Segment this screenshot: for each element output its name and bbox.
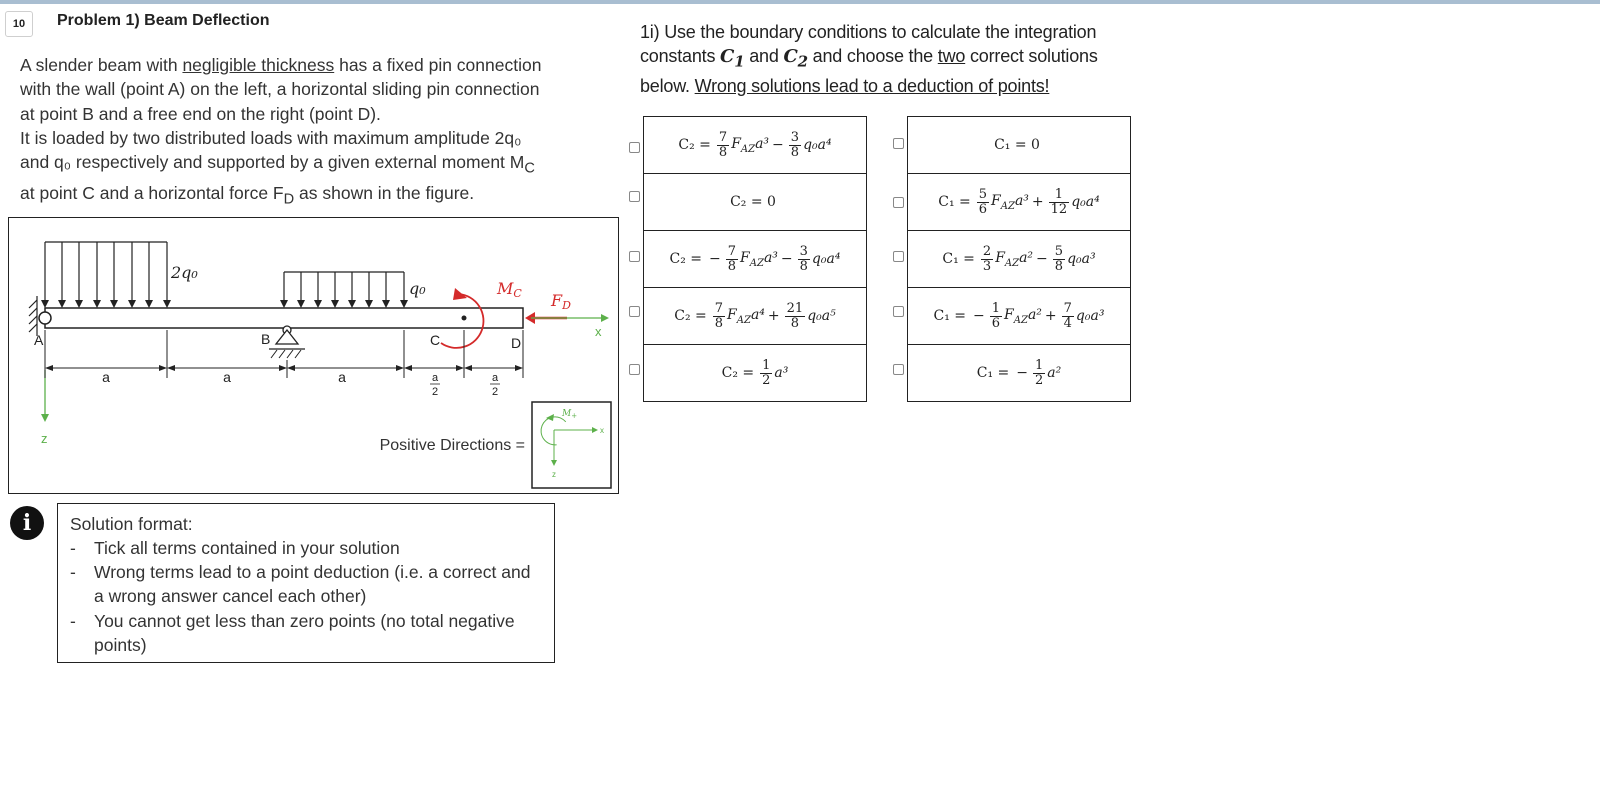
point-a-label: A (34, 332, 44, 348)
formula-term (769, 131, 832, 160)
term-sign: − (772, 137, 784, 153)
c2-option (644, 288, 866, 345)
checkbox-c2-5[interactable] (629, 364, 640, 375)
fraction-denominator: 12 (1050, 201, 1068, 217)
intro-text: It is loaded by two distributed loads with maximum amplitude 2q₀ (20, 127, 522, 148)
c1-option (908, 231, 1130, 288)
dim-half-num-2: a (491, 372, 499, 384)
term-body (740, 250, 778, 269)
intro-text: has a fixed pin connection (334, 55, 542, 75)
intro-subscript: D (283, 191, 295, 208)
solution-format-item: - Wrong terms lead to a point deduction (i.e. a correct and a wrong answer cancel each other) (70, 560, 540, 608)
term-symbol: F (731, 135, 741, 152)
formula-term (1042, 302, 1105, 331)
term-symbol: F (1004, 306, 1014, 323)
question-two-emphasis: two (937, 46, 966, 67)
term-subscript: AZ (736, 314, 751, 326)
checkbox-c1-5[interactable] (893, 364, 904, 375)
term-sign: − (709, 251, 721, 267)
force-label: FD (551, 291, 571, 312)
formula-lhs: C₂ = (669, 251, 703, 267)
fraction-numerator: 21 (786, 300, 804, 316)
question-line: and (744, 46, 784, 67)
term-symbol: q₀a⁵ (807, 308, 836, 324)
positive-directions-label: Positive Directions = (379, 437, 525, 454)
term-sign: − (1036, 251, 1048, 267)
fraction-denominator: 3 (982, 258, 992, 274)
load-left-label: 2q₀ (171, 263, 198, 282)
checkbox-c2-2[interactable] (629, 191, 640, 202)
term-body (1076, 308, 1105, 324)
formula-term (715, 131, 769, 160)
term-body (807, 308, 836, 324)
c1-option (908, 345, 1130, 401)
fraction (981, 245, 993, 274)
question-line: and choose the (807, 46, 938, 67)
formula-term (765, 302, 836, 331)
solution-format-item: - You cannot get less than zero points (no total negative points) (70, 609, 540, 657)
term-body (1071, 194, 1100, 210)
problem-description (20, 53, 620, 212)
fraction (760, 359, 772, 388)
load-arrowheads-right (280, 300, 408, 308)
formula-lhs: C₂ = 0 (730, 194, 776, 210)
fraction (713, 302, 725, 331)
term-body (991, 193, 1029, 212)
top-bar (0, 0, 1600, 4)
point-c-marker (462, 316, 467, 321)
z-axis-arrowhead (41, 414, 49, 422)
dim-a-2: a (223, 369, 231, 385)
checkbox-c1-2[interactable] (893, 197, 904, 208)
term-symbol: a² (1047, 365, 1062, 381)
intro-text: with the wall (point A) on the left, a horizontal sliding pin connection (20, 79, 540, 100)
formula-lhs: C₁ = (942, 251, 975, 267)
fraction-numerator: 7 (727, 243, 737, 259)
term-power: a² (1027, 306, 1042, 323)
formula-term (1029, 188, 1100, 217)
term-subscript: AZ (740, 143, 756, 155)
term-body (774, 365, 788, 381)
fraction-numerator: 3 (790, 129, 800, 145)
fraction (1053, 245, 1065, 274)
fraction-denominator: 8 (727, 258, 737, 274)
formula-term (706, 245, 778, 274)
term-body (1047, 365, 1061, 381)
legend-x-label: x (600, 426, 604, 435)
fraction-numerator: 2 (982, 243, 992, 259)
formula-lhs: C₁ = (933, 308, 967, 324)
term-symbol: q₀a³ (1067, 251, 1096, 267)
fraction-numerator: 7 (1063, 300, 1072, 316)
term-symbol: q₀a⁴ (811, 251, 841, 267)
solution-format-box (57, 503, 555, 663)
term-sign: + (767, 308, 780, 324)
question-number: 10 (5, 11, 33, 37)
formula-lhs: C₂ = (721, 365, 755, 381)
term-sign: + (1044, 308, 1057, 324)
term-body (731, 136, 769, 155)
checkbox-c2-1[interactable] (629, 142, 640, 153)
point-d-label: D (511, 335, 522, 351)
term-body (1004, 307, 1042, 326)
term-body (1067, 251, 1096, 267)
const-c1-sub: 1 (734, 52, 745, 71)
dim-half-den-1: 2 (431, 386, 439, 398)
fraction-denominator: 6 (978, 201, 988, 217)
checkbox-c1-1[interactable] (893, 138, 904, 149)
term-power: a² (1019, 249, 1034, 266)
fraction (726, 245, 738, 274)
options-c1-column (907, 116, 1131, 402)
formula-lhs: C₁ = 0 (994, 137, 1040, 153)
fraction-numerator: 7 (714, 300, 724, 316)
term-power: a³ (763, 249, 778, 266)
formula-lhs: C₂ = (674, 308, 707, 324)
term-sign: − (780, 251, 793, 267)
term-symbol: F (727, 306, 737, 323)
load-arrowheads-left (41, 300, 171, 308)
problem-title: Problem 1) Beam Deflection (57, 12, 270, 29)
beam-figure (8, 217, 619, 494)
point-c-label: C (430, 332, 441, 348)
term-subscript: AZ (749, 257, 764, 269)
term-sign: − (1016, 365, 1028, 381)
term-symbol: q₀a⁴ (1071, 194, 1100, 210)
fraction-numerator: 5 (1054, 243, 1064, 259)
dim-a-3: a (338, 369, 346, 385)
formula-term (711, 302, 765, 331)
term-body (812, 251, 841, 267)
fraction-denominator: 2 (1035, 372, 1044, 388)
fraction-numerator: 3 (799, 243, 808, 259)
legend-moment-label: $M_+$ (562, 409, 578, 420)
term-symbol: q₀a³ (1075, 308, 1105, 324)
fraction-denominator: 8 (790, 315, 800, 331)
formula-lhs: C₁ = (976, 365, 1010, 381)
term-power: a³ (755, 135, 770, 152)
pin-a (39, 312, 51, 324)
fraction (990, 302, 1002, 331)
load-right-label: q₀ (409, 279, 426, 298)
fraction (785, 302, 806, 331)
beam (45, 308, 523, 328)
fraction-numerator: 1 (991, 300, 1001, 316)
c2-option (644, 174, 866, 231)
fraction (798, 245, 810, 274)
sliding-support-b (269, 326, 305, 358)
formula-lhs: C₁ = (938, 194, 971, 210)
formula-term (975, 188, 1029, 217)
question-line: 1i) Use the boundary conditions to calculate the integration (640, 22, 1097, 42)
fraction-numerator: 1 (1035, 357, 1044, 373)
fraction (1062, 302, 1074, 331)
formula-term (1013, 359, 1061, 388)
solution-format-list (70, 536, 540, 657)
term-sign: + (1031, 194, 1044, 210)
fraction-denominator: 8 (1054, 258, 1064, 274)
question-line: correct solutions (965, 46, 1098, 67)
intro-subscript: C (524, 160, 535, 177)
term-symbol: F (740, 249, 750, 266)
dim-a-1: a (102, 369, 110, 385)
solution-format-item: - Tick all terms contained in your solution (70, 536, 540, 560)
question-text (640, 20, 1140, 98)
formula-term (970, 302, 1042, 331)
fraction-denominator: 2 (762, 372, 771, 388)
checkbox-c1-3[interactable] (893, 251, 904, 262)
solution-format-title: Solution format: (70, 514, 193, 534)
intro-text: at point C and a horizontal force F (20, 182, 284, 203)
fraction-denominator: 8 (790, 144, 800, 160)
intro-text: as shown in the figure. (294, 182, 475, 203)
dim-half-den-2: 2 (491, 386, 499, 398)
x-axis-arrowhead (601, 314, 609, 322)
beam-diagram (9, 218, 618, 493)
fraction (717, 131, 729, 160)
distributed-load-left (45, 242, 167, 306)
fraction-denominator: 8 (718, 144, 728, 160)
fraction (789, 131, 801, 160)
dim-half-num-1: a (431, 372, 439, 384)
term-symbol: a³ (774, 365, 789, 381)
question-line: below. (640, 76, 695, 97)
term-body (727, 307, 765, 326)
checkbox-c2-4[interactable] (629, 306, 640, 317)
intro-text: and q₀ respectively and supported by a given external moment M (20, 152, 525, 173)
fraction-numerator: 5 (978, 186, 988, 202)
term-body (803, 137, 832, 153)
c1-option (908, 174, 1130, 231)
term-subscript: AZ (1004, 257, 1020, 269)
fraction-numerator: 1 (1054, 186, 1064, 202)
c2-option (644, 231, 866, 288)
fraction-numerator: 1 (762, 357, 771, 373)
term-subscript: AZ (1013, 314, 1028, 326)
formula-lhs: C₂ = (678, 137, 711, 153)
c1-option (908, 117, 1130, 174)
term-power: a³ (1014, 192, 1029, 209)
const-c1: C (720, 46, 735, 68)
c1-option (908, 288, 1130, 345)
term-symbol: F (991, 192, 1001, 209)
z-axis-label: z (41, 431, 48, 446)
question-line: constants (640, 46, 721, 67)
c2-option (644, 345, 866, 401)
const-c2: C (783, 46, 798, 68)
term-sign: − (973, 308, 985, 324)
fraction-denominator: 8 (799, 258, 808, 274)
c2-option (644, 117, 866, 174)
fraction-denominator: 6 (991, 315, 1001, 331)
const-c2-sub: 2 (797, 52, 808, 71)
fraction-numerator: 7 (718, 129, 728, 145)
fraction (977, 188, 989, 217)
fraction (1033, 359, 1045, 388)
question-warning: Wrong solutions lead to a deduction of points! (694, 76, 1050, 97)
checkbox-c2-3[interactable] (629, 251, 640, 262)
legend-z-label: z (552, 470, 556, 479)
fraction-denominator: 8 (714, 315, 724, 331)
x-axis-label: x (595, 324, 602, 339)
intro-underlined: negligible thickness (182, 55, 335, 75)
checkbox-c1-4[interactable] (893, 306, 904, 317)
moment-arrowhead (453, 288, 467, 300)
point-b-label: B (261, 331, 271, 347)
formula-term (778, 245, 841, 274)
formula-term (979, 245, 1033, 274)
fraction (1049, 188, 1070, 217)
term-symbol: q₀a⁴ (803, 137, 832, 153)
term-body (995, 250, 1033, 269)
info-icon: i (10, 506, 44, 540)
options-c2-column (643, 116, 867, 402)
term-symbol: F (995, 249, 1005, 266)
intro-text: at point B and a free end on the right (point D). (20, 103, 381, 124)
formula-term (758, 359, 788, 388)
term-power: a⁴ (750, 306, 765, 323)
formula-term (1033, 245, 1096, 274)
term-subscript: AZ (1000, 200, 1015, 212)
fraction-denominator: 4 (1063, 315, 1072, 331)
moment-label: MC (497, 279, 522, 300)
wall-hatch (29, 296, 37, 336)
intro-text: A slender beam with (20, 55, 183, 75)
